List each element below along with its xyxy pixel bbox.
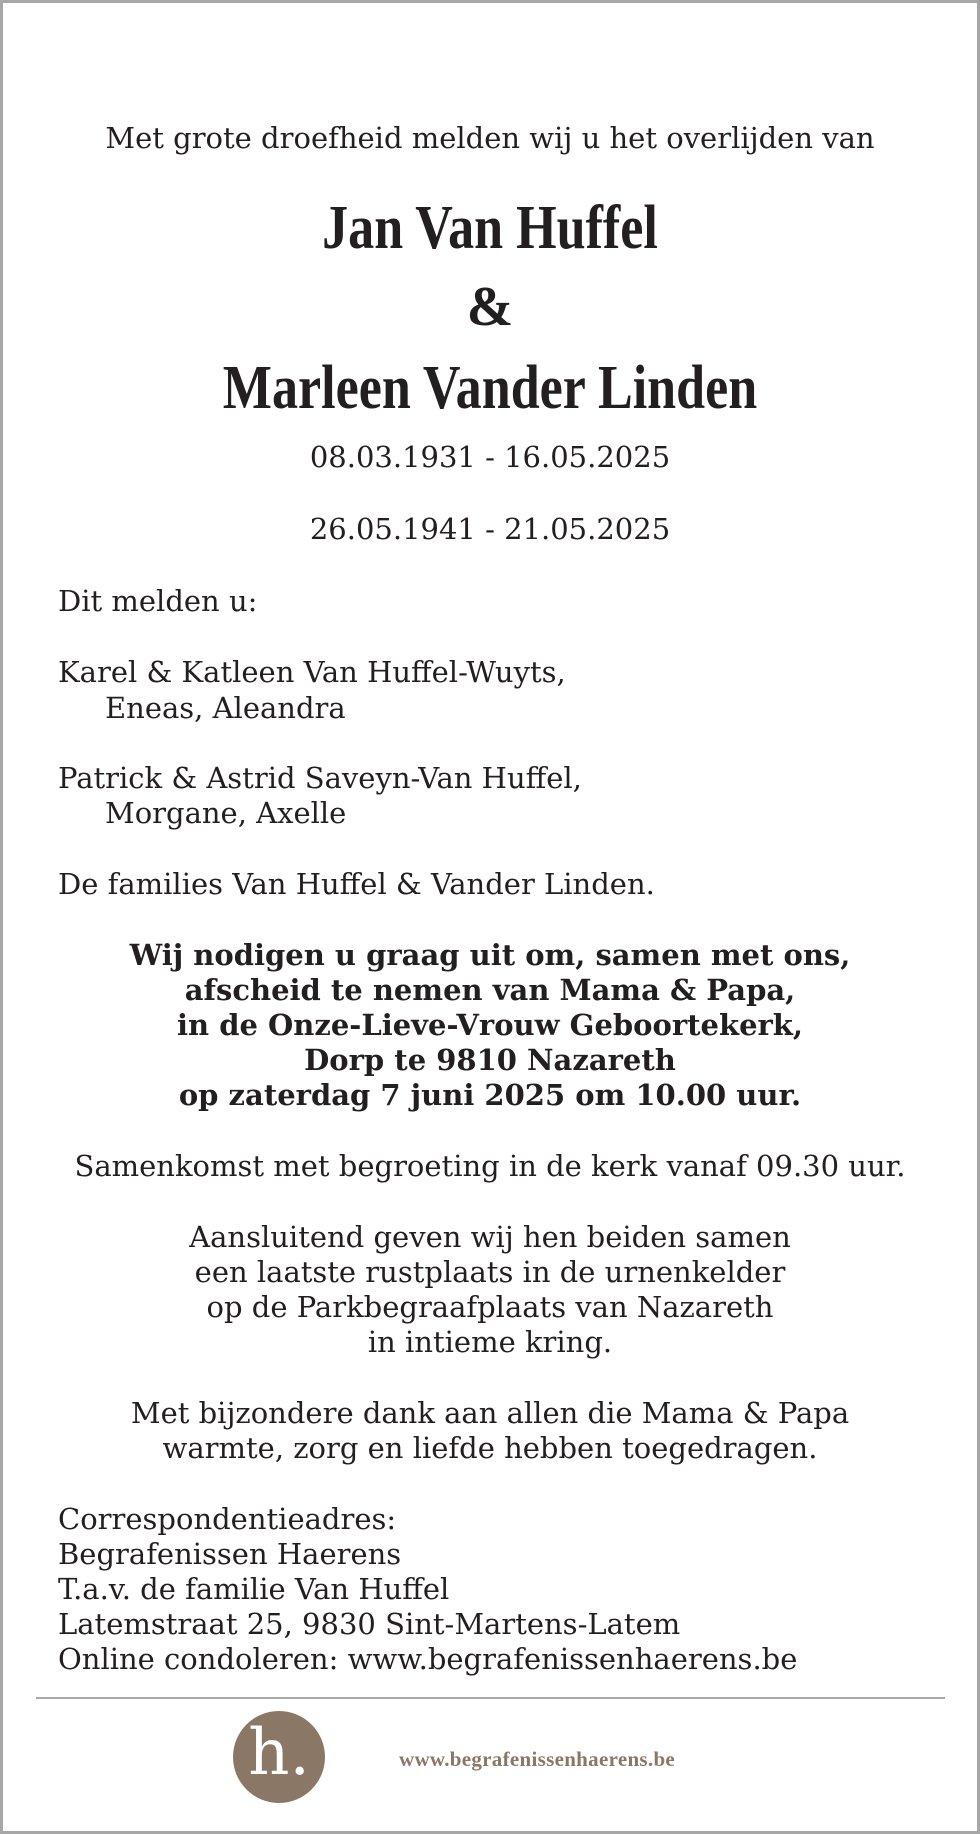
invitation-line: afscheid te nemen van Mama & Papa, xyxy=(184,973,796,1007)
invitation-line: in de Onze-Lieve-Vrouw Geboortekerk, xyxy=(177,1008,803,1042)
correspondence-line: T.a.v. de familie Van Huffel xyxy=(58,1572,450,1606)
deceased-name-1: Jan Van Huffel xyxy=(322,194,658,262)
family-group-1: Karel & Katleen Van Huffel-Wuyts, xyxy=(58,655,566,689)
footer-divider xyxy=(36,1697,945,1699)
correspondence-address: Latemstraat 25, 9830 Sint-Martens-Latem xyxy=(58,1607,681,1641)
thanks-line: Met bijzondere dank aan allen die Mama & Papa xyxy=(130,1396,850,1430)
burial-line: in intieme kring. xyxy=(367,1325,613,1359)
gathering-text: Samenkomst met begroeting in de kerk vanaf 09.30 uur. xyxy=(74,1149,906,1183)
footer-website-link[interactable]: www.begrafenissenhaerens.be xyxy=(399,1747,676,1771)
deceased-name-2: Marleen Vander Linden xyxy=(222,354,758,422)
invitation-line: Dorp te 9810 Nazareth xyxy=(304,1043,676,1077)
logo-letter: h. xyxy=(248,1716,310,1790)
condolence-line: Online condoleren: www.begrafenissenhaerens.be xyxy=(58,1642,798,1676)
family-heading: Dit melden u: xyxy=(58,584,258,618)
burial-line: op de Parkbegraafplaats van Nazareth xyxy=(206,1290,774,1324)
invitation-line: Wij nodigen u graag uit om, samen met ons, xyxy=(129,938,851,972)
dates-1: 08.03.1931 - 16.05.2025 xyxy=(309,440,671,474)
burial-line: een laatste rustplaats in de urnenkelder xyxy=(194,1255,786,1289)
family-group-2: Patrick & Astrid Saveyn-Van Huffel, xyxy=(58,761,582,795)
family-group-2-children: Morgane, Axelle xyxy=(105,796,347,830)
funeral-home-logo xyxy=(233,1711,325,1803)
correspondence-line: Begrafenissen Haerens xyxy=(58,1537,402,1571)
thanks-line: warmte, zorg en liefde hebben toegedragen. xyxy=(162,1431,818,1465)
burial-line: Aansluitend geven wij hen beiden samen xyxy=(189,1220,791,1254)
families-line: De families Van Huffel & Vander Linden. xyxy=(58,867,655,901)
family-group-1-children: Eneas, Aleandra xyxy=(105,691,346,725)
correspondence-heading: Correspondentieadres: xyxy=(58,1502,397,1536)
intro-text: Met grote droefheid melden wij u het overlijden van xyxy=(105,121,875,155)
name-ampersand: & xyxy=(466,276,514,338)
invitation-line: op zaterdag 7 juni 2025 om 10.00 uur. xyxy=(178,1078,802,1112)
dates-2: 26.05.1941 - 21.05.2025 xyxy=(309,512,671,546)
